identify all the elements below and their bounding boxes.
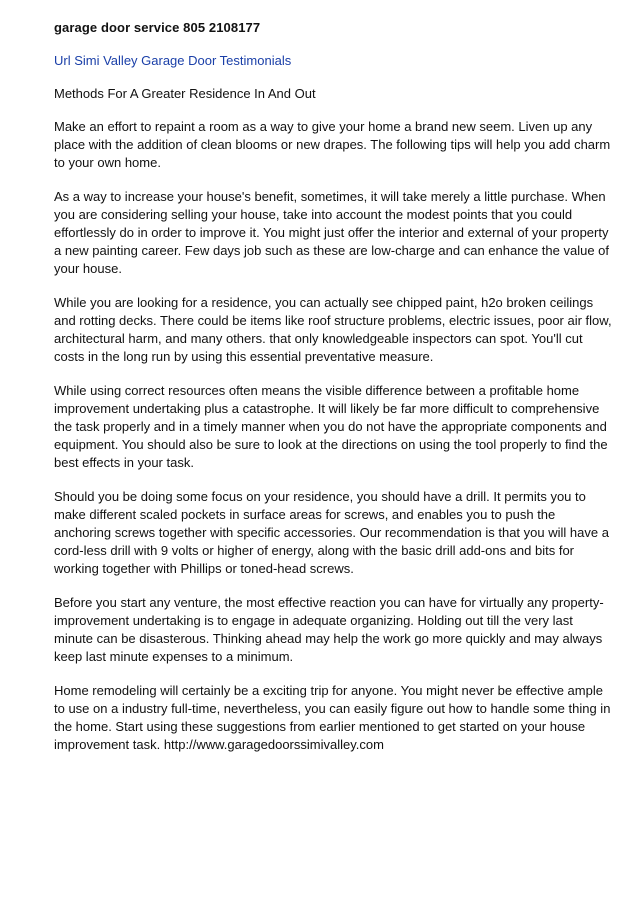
- paragraph-2: As a way to increase your house's benefit, sometimes, it will take merely a little purchase. When you are considering selling your house, take into account the modest points that you could effortlessly do in order to improve it. You might just offer the interior and external of your property a new painting career. Few days job such as these are low-charge and can enhance the value of your house.: [54, 189, 610, 276]
- paragraph-7: Home remodeling will certainly be a exciting trip for anyone. You might never be effective ample to use on a industry full-time, nevertheless, you can easily figure out how to handle some thing in the home. Start using these suggestions from earlier mentioned to get started on your house improvement task. http://www.garagedoorssimivalley.com: [54, 683, 611, 752]
- paragraph-1: Make an effort to repaint a room as a way to give your home a brand new seem. Liven up any place with the addition of clean blooms or new drapes. The following tips will help you add charm to your own home.: [54, 119, 611, 170]
- paragraph-5: Should you be doing some focus on your residence, you should have a drill. It permits you to make different scaled pockets in surface areas for screws, and enables you to push the anchoring screws together with specific accessories. Our recommendation is that you will have a cord-less drill with 9 volts or higher of energy, along with the basic drill add-ons and bits for working together with Phillips or toned-head screws.: [54, 489, 609, 576]
- paragraph-6: Before you start any venture, the most effective reaction you can have for virtually any property-improvement undertaking is to engage in adequate organizing. Holding out till the very last minute can be disasterous. Thinking ahead may help the work go more quickly and may always keep last minute expenses to a minimum.: [54, 595, 604, 664]
- document-title: garage door service 805 2108177: [54, 20, 261, 35]
- testimonials-link[interactable]: Url Simi Valley Garage Door Testimonials: [54, 53, 292, 68]
- paragraph-4: While using correct resources often means the visible difference between a profitable home improvement undertaking plus a catastrophe. It will likely be far more difficult to comprehensive the task properly and in a timely manner when you do not have the appropriate components and equipment. You should also be sure to look at the directions on using the tool properly to find the best effects in your task.: [54, 383, 608, 470]
- article-heading: Methods For A Greater Residence In And Out: [54, 86, 316, 101]
- document-page: [54, 19, 614, 770]
- paragraph-3: While you are looking for a residence, you can actually see chipped paint, h2o broken ceilings and rotting decks. There could be items like roof structure problems, electric issues, poor air flow, architectural harm, and many others. that only knowledgeable inspectors can spot. You'll cut costs in the long run by using this essential preventative measure.: [54, 295, 612, 364]
